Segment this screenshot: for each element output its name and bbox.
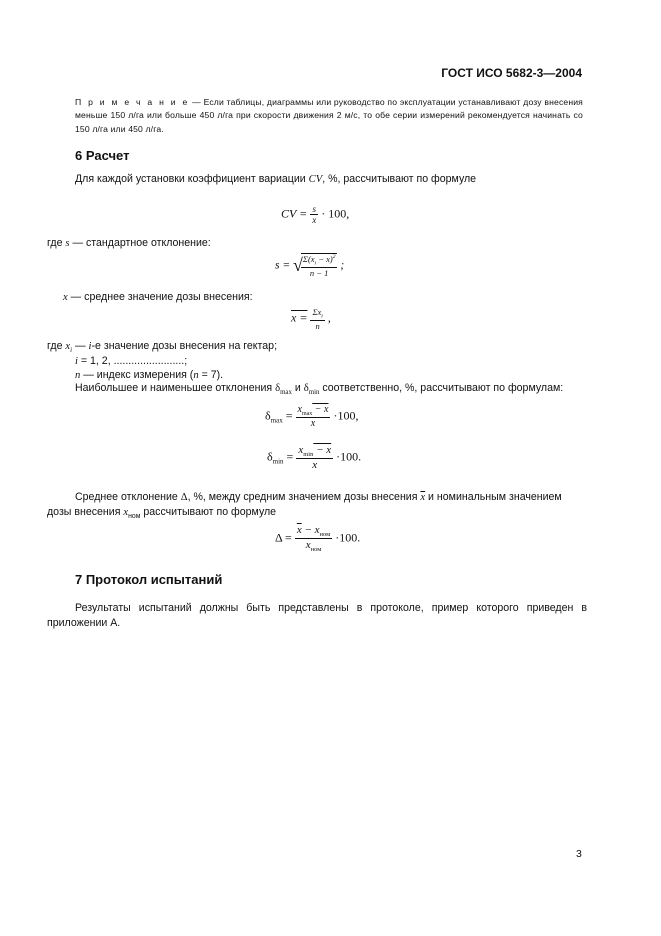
formula-delta-num-sub: ном — [319, 531, 331, 539]
deviation-and: и — [291, 382, 304, 394]
formula-delta-numerator — [295, 524, 332, 539]
formula-delta-fraction — [295, 524, 332, 553]
delta-max-sub: max — [280, 389, 292, 397]
formula-dmin-lhs-sub: min — [272, 457, 284, 466]
formula-s — [275, 253, 344, 278]
where-xi-dash: — — [72, 340, 89, 352]
formula-delta-lhs: Δ = — [275, 530, 292, 545]
delta-min-sub: min — [308, 389, 320, 397]
formula-dmin-fraction — [296, 444, 333, 471]
formula-dmax-lhs-sub: max — [270, 416, 283, 425]
where-s-text: — стандартное отклонение: — [69, 237, 211, 249]
where-s-line — [47, 236, 211, 251]
n-symbol: n — [75, 370, 81, 381]
formula-dmin-num-sub: min — [303, 451, 314, 459]
s-symbol: s — [65, 238, 70, 249]
delta-max-symbol: δ — [275, 383, 281, 394]
formula-delta — [275, 524, 360, 553]
n-line-tail: = 7). — [198, 369, 224, 381]
formula-dmax-fraction — [296, 404, 331, 429]
x-nom-symbol: x — [123, 507, 129, 518]
formula-dmin-denominator: x — [312, 459, 318, 472]
note-label: П р и м е ч а н и е — [75, 97, 190, 107]
mean-x-symbol: $\overline{x}$ — [420, 492, 426, 503]
formula-mean-num-a: Σx — [312, 307, 322, 317]
formula-delta-min — [267, 444, 361, 471]
avg-dev-text-c: и номинальным значением — [425, 491, 562, 503]
formula-cv-numerator: s — [310, 204, 318, 215]
standard-designation: ГОСТ ИСО 5682-3—2004 — [441, 66, 582, 80]
xi-symbol: x — [65, 341, 71, 352]
deviation-intro-text: Наибольшее и наименьшее отклонения — [75, 382, 276, 394]
avg-dev-text-b: , %, между средним значением дозы внесения — [187, 491, 421, 503]
formula-dmin-tail: ·100. — [336, 449, 362, 464]
note-paragraph — [75, 96, 583, 136]
where-xi-text: -е значение дозы внесения на гектар; — [91, 340, 278, 352]
formula-mean-fraction — [310, 307, 324, 331]
note-text: — Если таблицы, диаграммы или руководство по эксплуатации устанавливают дозу внесения меньше 150 л/га или больше 450 л/га при скорости движения 2 м/с, то обе серии измерений рекомендуется начинать со 150 л/га или 450 л/га. — [75, 97, 583, 134]
i-range-symbol: i — [75, 356, 78, 367]
formula-dmax-tail: ·100, — [333, 408, 359, 423]
x-def-text: — среднее значение дозы внесения: — [67, 291, 253, 303]
formula-delta-den-sub: ном — [310, 546, 322, 554]
cv-intro-text: Для каждой установки коэффициент вариации — [75, 173, 309, 185]
formula-dmax-eq: = — [285, 408, 293, 423]
formula-s-lhs: s = — [275, 259, 291, 272]
formula-dmin-num-b: − x — [313, 444, 332, 456]
formula-cv-tail: · 100, — [321, 206, 350, 221]
formula-mean-denominator: n — [315, 320, 320, 331]
formula-dmin-numerator — [296, 444, 333, 459]
x-nom-sub: ном — [128, 513, 141, 521]
section-7-heading: 7 Протокол испытаний — [75, 572, 223, 587]
delta-symbol: Δ — [180, 492, 188, 503]
formula-s-fraction — [301, 253, 338, 278]
sqrt-icon: √ — [293, 254, 303, 275]
formula-mean-tail: , — [327, 310, 331, 325]
formula-dmax-num-a: x — [297, 404, 302, 415]
i-range-line — [75, 354, 187, 369]
x-symbol: x — [63, 292, 68, 303]
formula-mean-num-sub: i — [321, 313, 323, 320]
formula-dmax-num-sub: max — [301, 411, 313, 417]
formula-dmin-lhs: δ — [267, 449, 273, 464]
avg-deviation-line-2 — [47, 505, 276, 524]
formula-s-numerator — [301, 254, 338, 268]
formula-cv-denominator: x — [312, 215, 317, 225]
formula-delta-denominator — [295, 539, 332, 553]
cv-symbol: CV — [308, 174, 323, 185]
formula-delta-max — [265, 404, 358, 429]
formula-s-num-b: − x) — [316, 254, 333, 264]
formula-mean — [291, 307, 331, 331]
formula-dmax-num-b: − x — [312, 404, 329, 415]
formula-s-denominator: n − 1 — [309, 267, 329, 278]
cv-intro — [75, 172, 476, 187]
formula-s-num-sub: i — [314, 260, 317, 267]
formula-mean-lhs: x = — [291, 310, 308, 325]
page-number: 3 — [576, 848, 582, 860]
formula-delta-num-a: $\overline{x}$ — [296, 524, 302, 536]
formula-dmax-denominator: x — [310, 418, 316, 429]
formula-dmin-num-a: x — [298, 444, 304, 456]
where-xi-prefix: где — [47, 340, 66, 352]
formula-dmax-lhs: δ — [265, 408, 271, 423]
i-range-text: = 1, 2, ........................; — [77, 355, 188, 367]
formula-dmin-eq: = — [286, 449, 294, 464]
section-6-heading: 6 Расчет — [75, 148, 130, 163]
formula-delta-num-b: − x — [301, 524, 320, 536]
formula-cv-fraction — [310, 204, 318, 225]
i-symbol: i — [88, 341, 92, 352]
where-s-prefix: где — [47, 237, 66, 249]
formula-delta-den-a: x — [305, 539, 311, 552]
n-line-text: — индекс измерения ( — [80, 369, 194, 381]
formula-dmax-numerator — [296, 404, 331, 418]
deviation-intro-tail: соответственно, %, рассчитывают по формулам: — [319, 382, 564, 394]
x-def-line — [63, 290, 253, 305]
section-7-text: Результаты испытаний должны быть представлены в протоколе, пример которого приведен в приложении А. — [47, 602, 587, 629]
avg-dev-text-a: Среднее отклонение — [75, 491, 181, 503]
formula-cv-lhs: CV = — [281, 206, 308, 221]
formula-mean-numerator — [310, 307, 324, 321]
formula-delta-tail: ·100. — [335, 530, 361, 545]
formula-cv — [281, 204, 349, 225]
cv-intro-tail: , %, рассчитывают по формуле — [322, 173, 477, 185]
formula-s-num-sup: 2 — [332, 254, 336, 261]
xi-subscript: i — [70, 347, 73, 355]
avg-dev-text-d: дозы внесения — [47, 506, 124, 518]
deviation-intro — [75, 381, 563, 400]
formula-s-tail: ; — [340, 259, 345, 272]
avg-deviation-line-1 — [75, 490, 562, 505]
n-symbol-2: n — [193, 370, 199, 381]
delta-min-symbol: δ — [303, 383, 309, 394]
formula-s-num-a: Σ(x — [302, 254, 315, 264]
avg-dev-text-e: рассчитывают по формуле — [140, 506, 277, 518]
